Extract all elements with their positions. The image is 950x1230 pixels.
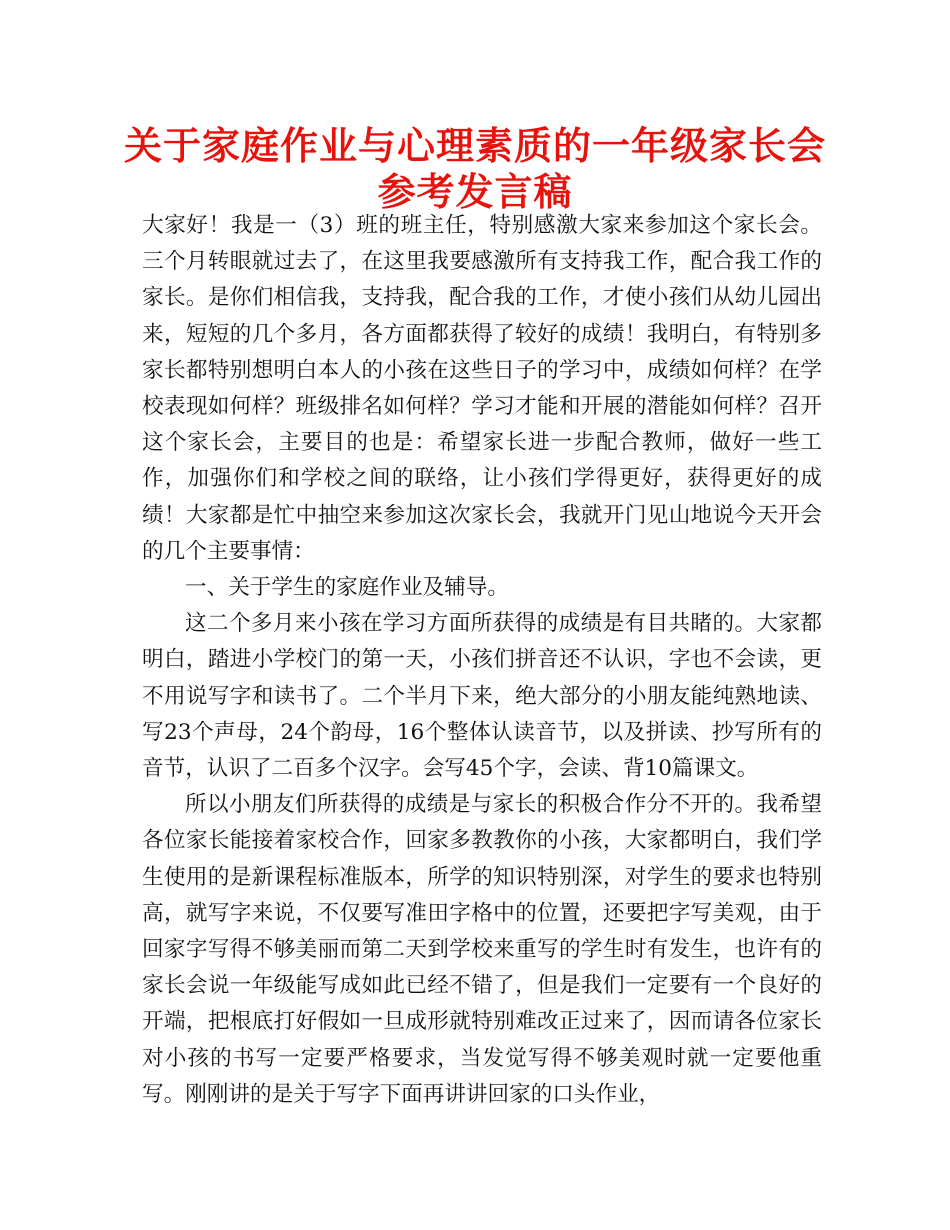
paragraph-cooperation: 所以小朋友们所获得的成绩是与家长的积极合作分不开的。我希望各位家长能接着家校合作，回家多教教你的小孩，大家都明白，我们学生使用的是新课程标准版本，所学的知识特别深，对学生的要求也特别高，就写字来说，不仅要写准田字格中的位置，还要把字写美观，由于回家字写得不够美丽而第二天到学校来重写的学生时有发生，也许有的家长会说一年级能写成如此已经不错了，但是我们一定要有一个良好的开端，把根底打好假如一旦成形就特别难改正过来了，因而请各位家长对小孩的书写一定要严格要求，当发觉写得不够美观时就一定要他重写。刚刚讲的是关于写字下面再讲讲回家的口头作业， (142, 792, 822, 1107)
paragraph-section-heading: 一、关于学生的家庭作业及辅导。 (185, 575, 509, 601)
document-title-line-2: 参考发言稿 (377, 170, 573, 214)
paragraph-achievements: 这二个多月来小孩在学习方面所获得的成绩是有目共睹的。大家都明白，踏进小学校门的第一天，小孩们拼音还不认识，字也不会读，更不用说写字和读书了。二个半月下来，绝大部分的小朋友能纯熟地读、写23个声母，24个韵母，16个整体认读音节，以及拼读、抄写所有的音节，认识了二百多个汉字。会写45个字，会读、背10篇课文。 (142, 611, 822, 782)
paragraph-greeting: 大家好！我是一（3）班的班主任，特别感激大家来参加这个家长会。三个月转眼就过去了，在这里我要感激所有支持我工作，配合我工作的家长。是你们相信我，支持我，配合我的工作，才使小孩们从幼儿园出来，短短的几个多月，各方面都获得了较好的成绩！我明白，有特别多家长都特别想明白本人的小孩在这些日子的学习中，成绩如何样？在学校表现如何样？班级排名如何样？学习才能和开展的潜能如何样？召开这个家长会，主要目的也是：希望家长进一步配合教师，做好一些工作，加强你们和学校之间的联络，让小孩们学得更好，获得更好的成绩！大家都是忙中抽空来参加这次家长会，我就开门见山地说今天开会的几个主要事情： (142, 213, 822, 564)
document-body (142, 208, 822, 1113)
document-title-line-1: 关于家庭作业与心理素质的一年级家长会 (123, 124, 826, 168)
